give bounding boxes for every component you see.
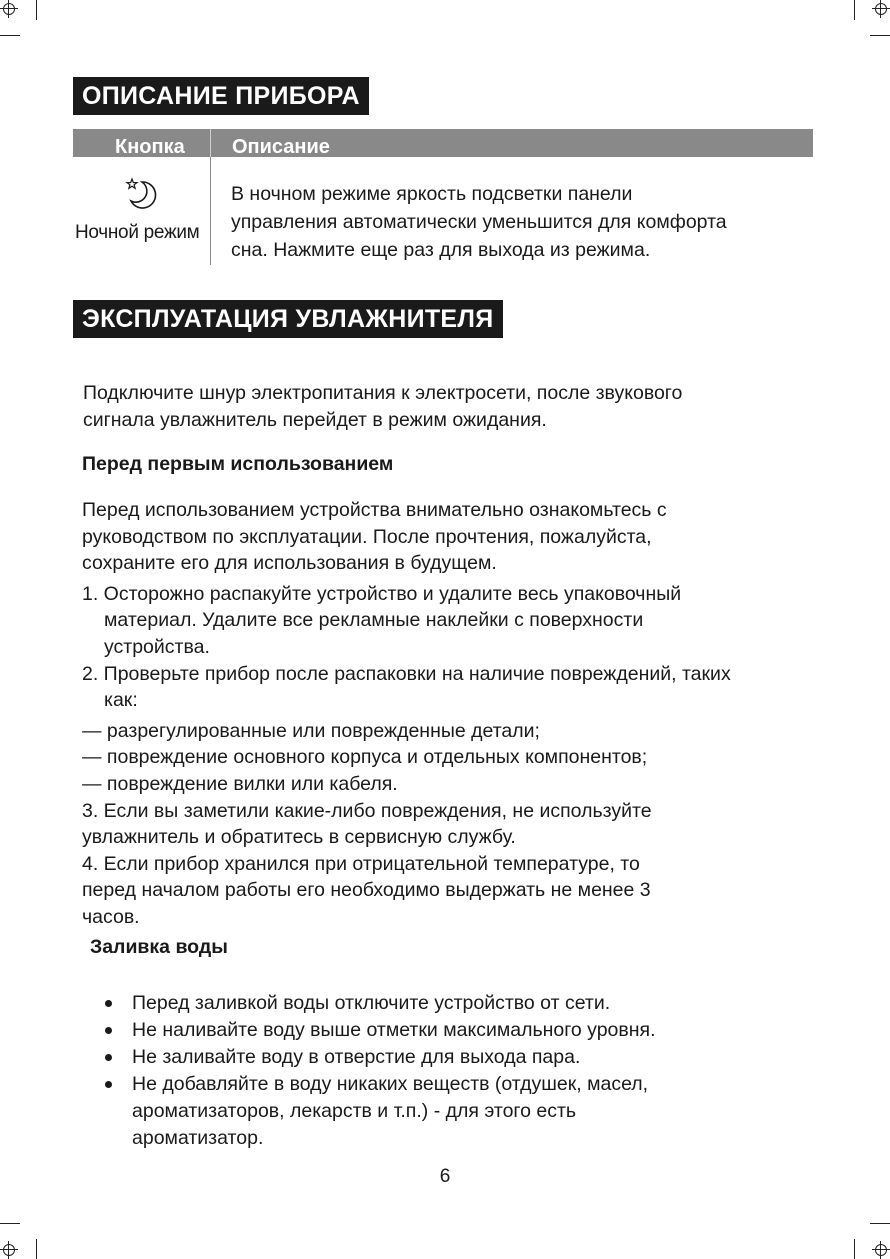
text-line: часов.	[82, 905, 140, 928]
text-line: материал. Удалите все рекламные наклейки с поверхности	[104, 609, 644, 632]
night-mode-description	[231, 180, 727, 264]
text-line: Не заливайте воду в отверстие для выхода пара.	[132, 1046, 581, 1068]
text-line: Перед заливкой воды отключите устройство от сети.	[132, 992, 611, 1014]
bullet-icon	[105, 1081, 112, 1088]
text-line: — повреждение вилки или кабеля.	[82, 772, 398, 795]
desc-line: В ночном режиме яркость подсветки панели	[231, 183, 633, 205]
text-line: — повреждение основного корпуса и отдельных компонентов;	[82, 746, 648, 769]
bullet-icon	[105, 1054, 112, 1061]
text-line: 3. Если вы заметили какие-либо повреждения, не используйте	[82, 799, 652, 822]
page-number: 6	[439, 1166, 451, 1187]
night-moon-icon	[122, 177, 158, 211]
text-line: ароматизатор.	[132, 1127, 264, 1149]
desc-line: сна. Нажмите еще раз для выхода из режима.	[231, 239, 651, 261]
table-header-description: Описание	[232, 136, 330, 158]
before-first-use-body	[82, 497, 731, 931]
text-line: Не наливайте воду выше отметки максимального уровня.	[132, 1019, 656, 1041]
text-line: 4. Если прибор хранился при отрицательной температуре, то	[82, 852, 640, 875]
list-item	[105, 1071, 656, 1152]
text-line: ароматизаторов, лекарств и т.п.) - для этого есть	[132, 1100, 577, 1122]
water-fill-heading: Заливка воды	[90, 936, 228, 958]
section-title-device-description: ОПИСАНИЕ ПРИБОРА	[73, 77, 369, 115]
intro-paragraph	[83, 380, 682, 434]
text-line: Подключите шнур электропитания к электросети, после звукового	[83, 382, 683, 404]
text-line: Не добавляйте в воду никаких веществ (отдушек, масел,	[132, 1073, 649, 1095]
night-mode-label: Ночной режим	[75, 222, 200, 243]
text-line: сохраните его для использования в будущем.	[82, 552, 497, 575]
section-title-operation: ЭКСПЛУАТАЦИЯ УВЛАЖНИТЕЛЯ	[73, 300, 503, 338]
water-fill-list	[105, 990, 656, 1152]
text-line: устройства.	[104, 635, 210, 658]
text-line: сигнала увлажнитель перейдет в режим ожидания.	[83, 409, 547, 431]
text-line: 2. Проверьте прибор после распаковки на наличие повреждений, таких	[82, 662, 731, 685]
bullet-icon	[105, 1027, 112, 1034]
text-line: увлажнитель и обратитесь в сервисную службу.	[82, 826, 516, 849]
bullet-icon	[105, 1000, 112, 1007]
text-line: перед началом работы его необходимо выдержать не менее 3	[82, 879, 651, 902]
list-item	[105, 990, 656, 1017]
text-line: Перед использованием устройства внимательно ознакомьтесь с	[82, 499, 667, 521]
table-column-divider	[210, 157, 211, 265]
table-header	[73, 129, 813, 157]
table-header-divider	[210, 129, 211, 157]
before-first-use-heading: Перед первым использованием	[82, 453, 394, 475]
desc-line: управления автоматически уменьшится для комфорта	[231, 211, 727, 233]
list-item	[105, 1044, 656, 1071]
text-line: — разрегулированные или поврежденные детали;	[82, 719, 540, 742]
list-item	[105, 1017, 656, 1044]
text-line: 1. Осторожно распакуйте устройство и удалите весь упаковочный	[82, 582, 682, 605]
text-line: руководством по эксплуатации. После прочтения, пожалуйста,	[82, 525, 652, 548]
table-header-button: Кнопка	[115, 136, 185, 158]
text-line: как:	[104, 689, 138, 712]
